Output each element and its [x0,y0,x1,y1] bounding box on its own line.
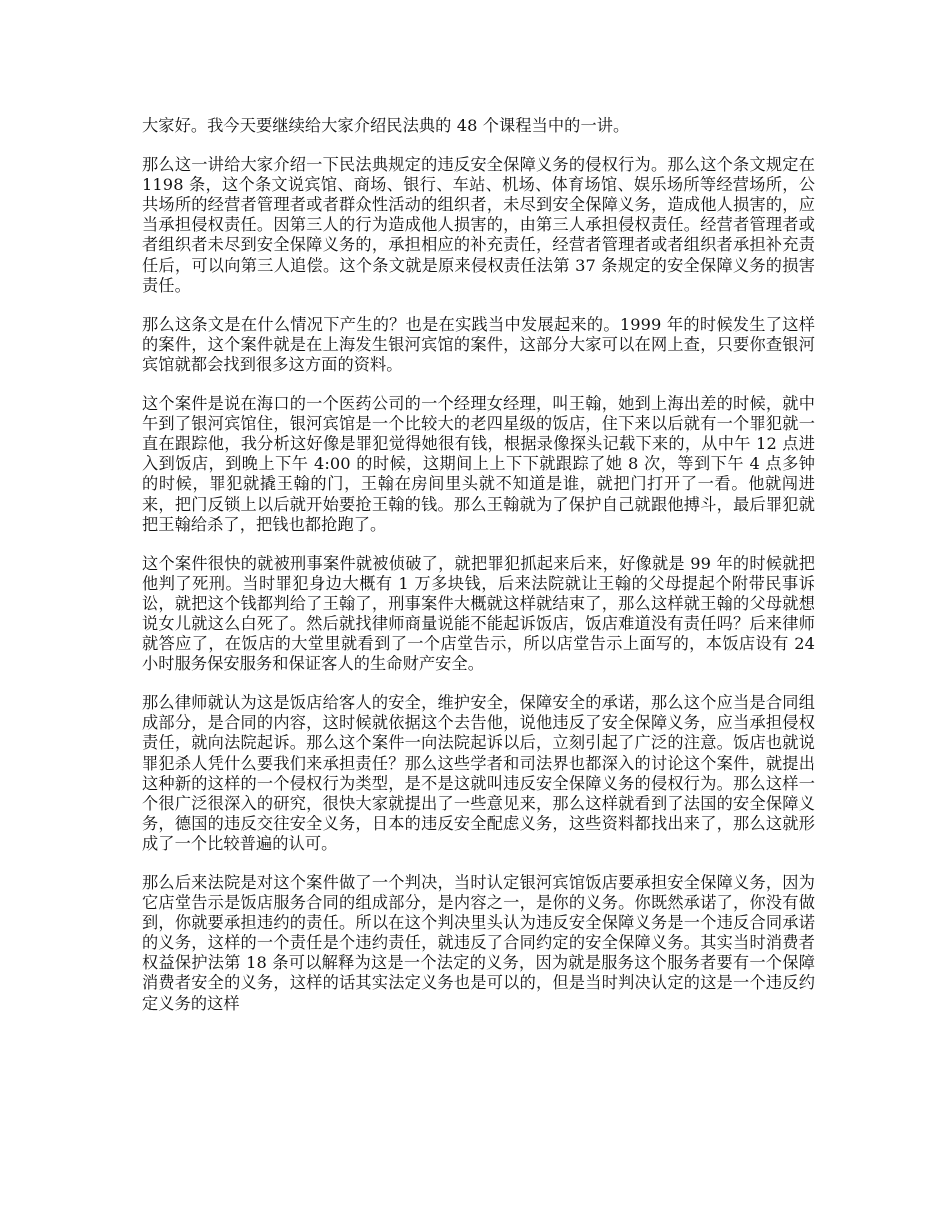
paragraph-intro: 大家好。我今天要继续给大家介绍民法典的 48 个课程当中的一讲。 [142,116,630,135]
paragraph-criminal-case: 这个案件很快的就被刑事案件就被侦破了，就把罪犯抓起来后来，好像就是 99 年的时候就把他判了死刑。当时罪犯身边大概有 1 万多块钱，后来法院就让王翰的父母提起个附带民事诉讼，就把这个钱都判给了王翰了，刑事案件大概就这样就结束了，那么这样就王翰的父母就想说女儿就这么白死了。然后就找律师商量说能不能起诉饭店，饭店难道没有责任吗？后来律师就答应了，在饭店的大堂里就看到了一个店堂告示，所以店堂告示上面写的，本饭店设有 24 小时服务保安服务和保证客人的生命财产安全。 [142,553,815,674]
paragraph-lawsuit: 那么律师就认为这是饭店给客人的安全，维护安全，保障安全的承诺，那么这个应当是合同组成部分，是合同的内容，这时候就依据这个去告他，说他违反了安全保障义务，应当承担侵权责任，就向法院起诉。那么这个案件一向法院起诉以后，立刻引起了广泛的注意。饭店也就说罪犯杀人凭什么要我们来承担责任？那么这些学者和司法界也都深入的讨论这个案件，就提出这种新的这样的一个侵权行为类型，是不是这就叫违反安全保障义务的侵权行为。那么这样一个很广泛很深入的研究，很快大家就提出了一些意见来，那么这样就看到了法国的安全保障义务，德国的违反交往安全义务，日本的违反安全配虑义务，这些资料都找出来了，那么这就形成了一个比较普遍的认可。 [142,693,815,853]
paragraph-origin: 那么这条文是在什么情况下产生的？也是在实践当中发展起来的。1999 年的时候发生了这样的案件，这个案件就是在上海发生银河宾馆的案件，这部分大家可以在网上查，只要你查银河宾馆就都会找到很多这方面的资料。 [142,314,815,374]
paragraph-judgment: 那么后来法院是对这个案件做了一个判决，当时认定银河宾馆饭店要承担安全保障义务，因为它店堂告示是饭店服务合同的组成部分，是内容之一，是你的义务。你既然承诺了，你没有做到，你就要承担违约的责任。所以在这个判决里头认为违反安全保障义务是一个违反合同承诺的义务，这样的一个责任是个违约责任，就违反了合同约定的安全保障义务。其实当时消费者权益保护法第 18 条可以解释为这是一个法定的义务，因为就是服务这个服务者要有一个保障消费者安全的义务，这样的话其实法定义务也是可以的，但是当时判决认定的这是一个违反约定义务的这样 [142,873,815,1013]
paragraph-case-facts: 这个案件是说在海口的一个医药公司的一个经理女经理，叫王翰，她到上海出差的时候，就中午到了银河宾馆住，银河宾馆是一个比较大的老四星级的饭店，住下来以后就有一个罪犯就一直在跟踪他，我分析这好像是罪犯觉得她很有钱，根据录像探头记载下来的，从中午 12 点进入到饭店，到晚上下午 4:00 的时候，这期间上上下下就跟踪了她 8 次，等到下午 4 点多钟的时候，罪犯就撬王翰的门，王翰在房间里头就不知道是谁，就把门打开了一看。他就闯进来，把门反锁上以后就开始要抢王翰的钱。那么王翰就为了保护自己就跟他搏斗，最后罪犯就把王翰给杀了，把钱也都抢跑了。 [142,394,815,534]
document-page [142,116,815,1014]
paragraph-article-1198: 那么这一讲给大家介绍一下民法典规定的违反安全保障义务的侵权行为。那么这个条文规定在 1198 条，这个条文说宾馆、商场、银行、车站、机场、体育场馆、娱乐场所等经营场所，公共场所的经营者管理者或者群众性活动的组织者，未尽到安全保障义务，造成他人损害的，应当承担侵权责任。因第三人的行为造成他人损害的，由第三人承担侵权责任。经营者管理者或者组织者未尽到安全保障义务的，承担相应的补充责任，经营者管理者或者组织者承担补充责任后，可以向第三人追偿。这个条文就是原来侵权责任法第 37 条规定的安全保障义务的损害责任。 [142,155,815,295]
